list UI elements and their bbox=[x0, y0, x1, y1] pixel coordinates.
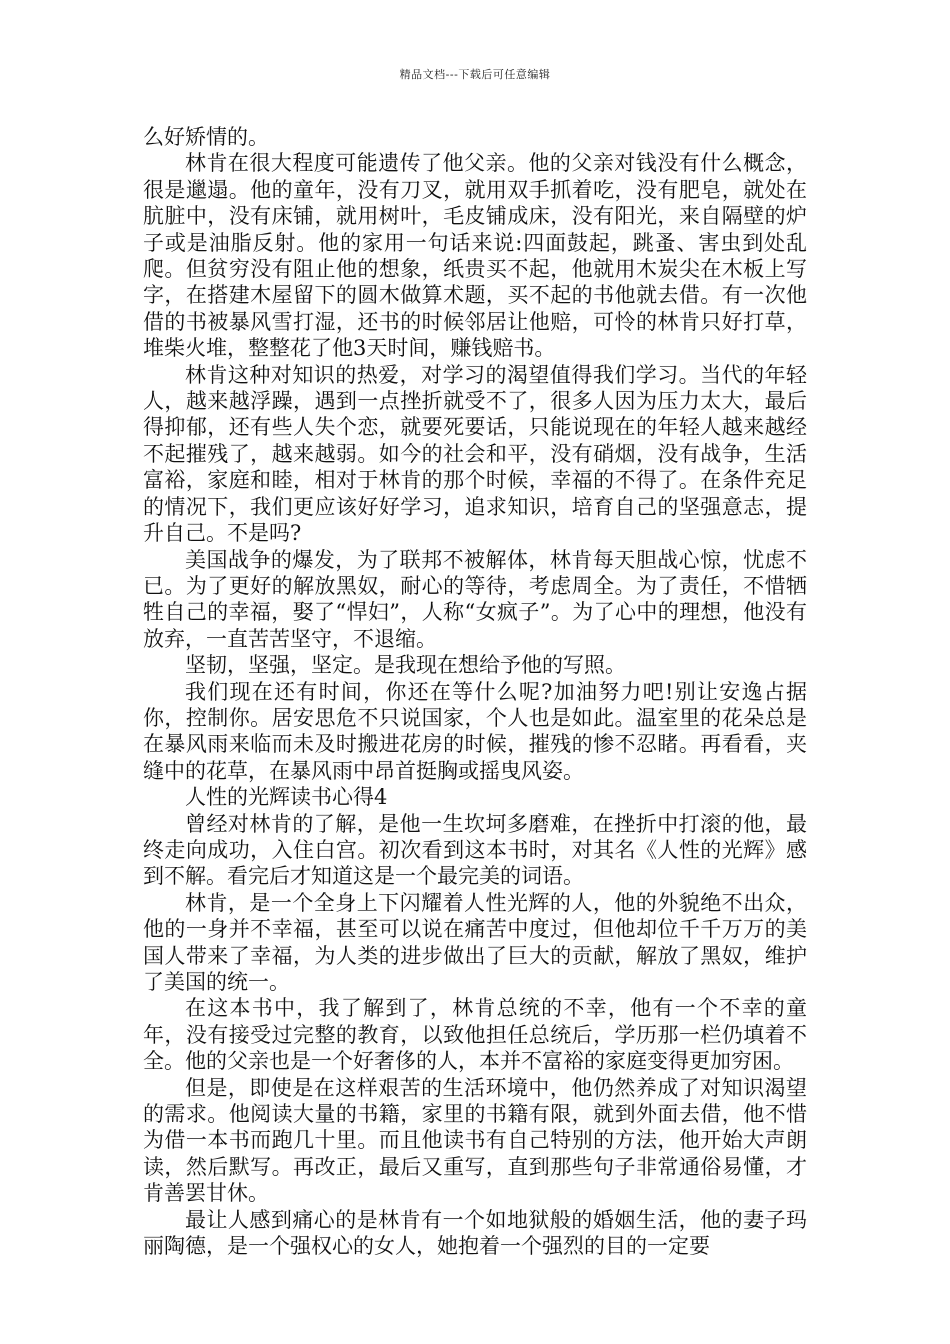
paragraph: 曾经对林肯的了解，是他一生坎坷多磨难，在挫折中打滚的他，最终走向成功，入住白宫。初次看到这本书时，对其名《人性的光辉》感到不解。看完后才知道这是一个最完美的词语。 bbox=[143, 811, 807, 889]
paragraph: 在这本书中，我了解到了，林肯总统的不幸，他有一个不幸的童年，没有接受过完整的教育，以致他担任总统后，学历那一栏仍填着不全。他的父亲也是一个好奢侈的人，本并不富裕的家庭变得更加穷困。 bbox=[143, 996, 807, 1074]
paragraph: 么好矫情的。 bbox=[143, 125, 269, 149]
paragraph: 美国战争的爆发，为了联邦不被解体，林肯每天胆战心惊，忧虑不已。为了更好的解放黑奴，耐心的等待，考虑周全。为了责任，不惜牺牲自己的幸福，娶了“悍妇”，人称“女疯子”。为了心中的理想，他没有放弃，一直苦苦坚守，不退缩。 bbox=[143, 547, 807, 651]
paragraph: 林肯在很大程度可能遗传了他父亲。他的父亲对钱没有什么概念，很是邋遢。他的童年，没有刀叉，就用双手抓着吃，没有肥皂，就处在肮脏中，没有床铺，就用树叶，毛皮铺成床，没有阳光，来自隔壁的炉子或是油脂反射。他的家用一句话来说:四面鼓起，跳蚤、害虫到处乱爬。但贫穷没有阻止他的想象，纸贵买不起，他就用木炭尖在木板上写字，在搭建木屋留下的圆木做算术题，买不起的书他就去借。有一次他借的书被暴风雪打湿，还书的时候邻居让他赔，可怜的林肯只好打草，堆柴火堆，整整花了他3天时间，赚钱赔书。 bbox=[143, 151, 807, 361]
paragraph: 但是，即使是在这样艰苦的生活环境中，他仍然养成了对知识渴望的需求。他阅读大量的书籍，家里的书籍有限，就到外面去借，他不惜为借一本书而跑几十里。而且他读书有自己特别的方法，他开始大声朗读，然后默写。再改正，最后又重写，直到那些句子非常通俗易懂，才肯善罢甘休。 bbox=[143, 1075, 807, 1206]
document-body bbox=[143, 124, 807, 1259]
paragraph: 林肯，是一个全身上下闪耀着人性光辉的人，他的外貌绝不出众，他的一身并不幸福，甚至可以说在痛苦中度过，但他却位千千万万的美国人带来了幸福，为人类的进步做出了巨大的贡献，解放了黑奴，维护了美国的统一。 bbox=[143, 890, 807, 994]
paragraph: 坚韧，坚强，坚定。是我现在想给予他的写照。 bbox=[185, 653, 626, 678]
section-heading: 人性的光辉读书心得4 bbox=[185, 785, 388, 810]
paragraph: 最让人感到痛心的是林肯有一个如地狱般的婚姻生活，他的妻子玛丽陶德，是一个强权心的女人，她抱着一个强烈的目的一定要 bbox=[143, 1207, 807, 1259]
page-header: 精品文档---下载后可任意编辑 bbox=[399, 68, 551, 81]
paragraph: 我们现在还有时间，你还在等什么呢?加油努力吧!别让安逸占据你，控制你。居安思危不只说国家，个人也是如此。温室里的花朵总是在暴风雨来临而未及时搬进花房的时候，摧残的惨不忍睹。再看看，夹缝中的花草，在暴风雨中昂首挺胸或摇曳风姿。 bbox=[143, 679, 807, 783]
paragraph: 林肯这种对知识的热爱，对学习的渴望值得我们学习。当代的年轻人，越来越浮躁，遇到一点挫折就受不了，很多人因为压力太大，最后得抑郁，还有些人失个恋，就要死要话，只能说现在的年轻人越来越经不起摧残了，越来越弱。如今的社会和平，没有硝烟，没有战争，生活富裕，家庭和睦，相对于林肯的那个时候，幸福的不得了。在条件充足的情况下，我们更应该好好学习，追求知识，培育自己的坚强意志，提升自己。不是吗? bbox=[143, 362, 807, 546]
